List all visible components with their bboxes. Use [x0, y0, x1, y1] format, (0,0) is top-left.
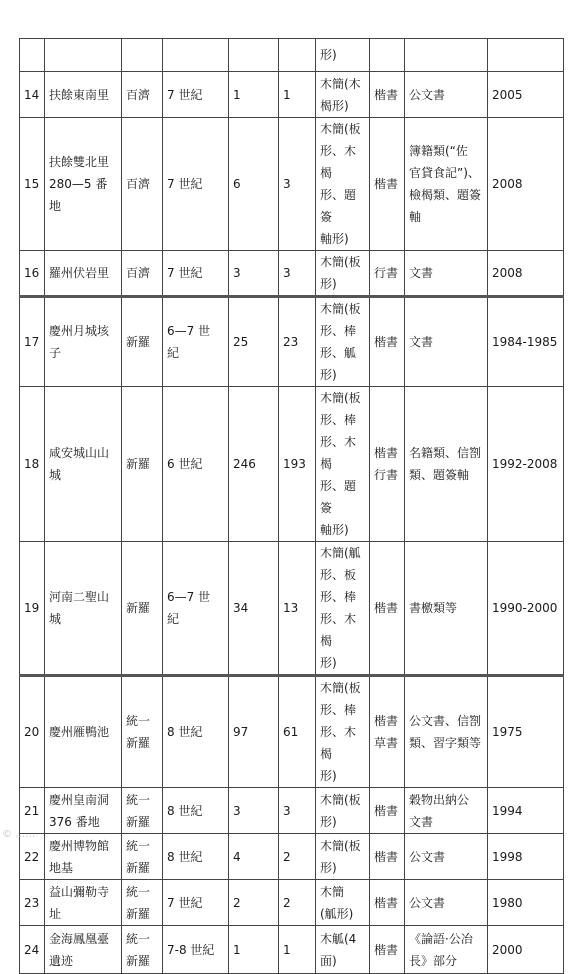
- slip-type-text: 木簡(板 形、棒 形、木楬 形): [320, 681, 361, 783]
- cell-state-name: [122, 387, 163, 542]
- cell-script-style: [370, 72, 405, 118]
- table-row: [20, 297, 564, 387]
- cell-count-inscribed: [279, 72, 316, 118]
- excavation-year-text: 1975: [492, 725, 523, 739]
- row-number-text: 23: [24, 895, 40, 910]
- cell-era: [163, 834, 229, 880]
- site-name-text: 扶餘雙北里 280—5 番地: [49, 155, 110, 213]
- cell-excavation-year: [488, 39, 564, 72]
- count-unearthed-text: 3: [233, 803, 241, 818]
- count-inscribed-text: 61: [283, 725, 299, 739]
- script-style-text: 楷書: [374, 942, 399, 957]
- cell-script-style: [370, 926, 405, 974]
- table-row: [20, 834, 564, 880]
- cell-count-unearthed: [229, 72, 279, 118]
- content-text: 穀物出納公 文書: [409, 792, 470, 829]
- cell-content: [405, 297, 488, 387]
- cell-row-number: [20, 788, 45, 834]
- script-style-text: 楷書: [374, 895, 399, 910]
- slip-type-text: 木簡(板 形): [320, 255, 361, 291]
- excavation-year-text: 2008: [492, 266, 523, 280]
- row-number-text: 22: [24, 849, 40, 864]
- row-number-text: 20: [24, 725, 40, 739]
- table-row: [20, 39, 564, 72]
- slip-type-text: 形): [320, 48, 337, 62]
- count-inscribed-text: 3: [283, 266, 291, 280]
- cell-count-inscribed: [279, 251, 316, 297]
- cell-era: [163, 676, 229, 788]
- state-name-text: 統一 新羅: [126, 931, 151, 968]
- count-inscribed-text: 1: [283, 942, 291, 957]
- excavation-year-text: 1990-2000: [492, 601, 558, 615]
- cell-state-name: [122, 118, 163, 251]
- cell-site-name: [45, 926, 122, 974]
- cell-count-inscribed: [279, 297, 316, 387]
- state-name-text: 百濟: [126, 87, 151, 102]
- site-name-text: 慶州雁鴨池: [49, 725, 110, 739]
- script-style-text: 楷書 草書: [374, 714, 399, 750]
- cell-excavation-year: [488, 926, 564, 974]
- cell-state-name: [122, 297, 163, 387]
- cell-slip-type: [316, 72, 370, 118]
- count-unearthed-text: 246: [233, 457, 256, 471]
- excavation-year-text: 1992-2008: [492, 457, 558, 471]
- cell-content: [405, 880, 488, 926]
- cell-excavation-year: [488, 676, 564, 788]
- watermark: © ……: [2, 829, 36, 840]
- script-style-text: 行書: [374, 266, 399, 280]
- cell-era: [163, 387, 229, 542]
- cell-script-style: [370, 387, 405, 542]
- cell-count-inscribed: [279, 387, 316, 542]
- cell-count-unearthed: [229, 542, 279, 676]
- cell-count-unearthed: [229, 39, 279, 72]
- cell-count-inscribed: [279, 880, 316, 926]
- script-style-text: 楷書: [374, 335, 399, 349]
- count-unearthed-text: 1: [233, 942, 241, 957]
- cell-era: [163, 118, 229, 251]
- cell-content: [405, 387, 488, 542]
- cell-site-name: [45, 834, 122, 880]
- state-name-text: 百濟: [126, 266, 151, 280]
- state-name-text: 新羅: [126, 335, 151, 349]
- cell-script-style: [370, 251, 405, 297]
- cell-row-number: [20, 880, 45, 926]
- era-text: 7 世紀: [167, 895, 203, 910]
- cell-count-unearthed: [229, 297, 279, 387]
- slip-type-text: 木簡(板 形、木楬 形、題簽 軸形): [320, 122, 361, 246]
- cell-state-name: [122, 834, 163, 880]
- slip-type-text: 木簡(板 形、棒 形、觚 形): [320, 302, 361, 382]
- cell-slip-type: [316, 788, 370, 834]
- cell-row-number: [20, 118, 45, 251]
- cell-excavation-year: [488, 251, 564, 297]
- cell-content: [405, 834, 488, 880]
- count-inscribed-text: 13: [283, 601, 299, 615]
- cell-count-unearthed: [229, 251, 279, 297]
- script-style-text: 楷書 行書: [374, 446, 399, 482]
- cell-state-name: [122, 788, 163, 834]
- cell-excavation-year: [488, 387, 564, 542]
- cell-script-style: [370, 880, 405, 926]
- cell-era: [163, 297, 229, 387]
- slip-type-text: 木簡(觚 形、板 形、棒 形、木楬 形): [320, 546, 361, 670]
- cell-content: [405, 926, 488, 974]
- site-name-text: 金海鳳凰臺 遺迹: [49, 931, 110, 968]
- cell-count-inscribed: [279, 676, 316, 788]
- content-text: 公文書、信劄 類、習字類等: [409, 714, 482, 750]
- cell-row-number: [20, 387, 45, 542]
- cell-slip-type: [316, 387, 370, 542]
- cell-site-name: [45, 118, 122, 251]
- state-name-text: 統一 新羅: [126, 884, 151, 921]
- cell-excavation-year: [488, 834, 564, 880]
- cell-content: [405, 118, 488, 251]
- table-row: [20, 251, 564, 297]
- count-inscribed-text: 193: [283, 457, 306, 471]
- cell-count-inscribed: [279, 118, 316, 251]
- era-text: 6—7 世 紀: [167, 590, 211, 626]
- table-row: [20, 676, 564, 788]
- row-number-text: 21: [24, 803, 40, 818]
- cell-count-unearthed: [229, 880, 279, 926]
- cell-script-style: [370, 39, 405, 72]
- count-unearthed-text: 25: [233, 335, 249, 349]
- count-inscribed-text: 3: [283, 177, 291, 191]
- cell-site-name: [45, 880, 122, 926]
- cell-site-name: [45, 387, 122, 542]
- era-text: 7-8 世紀: [167, 942, 215, 957]
- excavation-year-text: 1984-1985: [492, 335, 558, 349]
- cell-era: [163, 880, 229, 926]
- table-row: [20, 542, 564, 676]
- script-style-text: 楷書: [374, 601, 399, 615]
- slip-type-text: 木觚(4 面): [320, 931, 357, 968]
- cell-count-unearthed: [229, 676, 279, 788]
- site-name-text: 慶州皇南洞 376 番地: [49, 792, 110, 829]
- content-text: 書檄類等: [409, 601, 458, 615]
- slip-type-text: 木簡 (觚形): [320, 884, 354, 921]
- row-number-text: 15: [24, 177, 40, 191]
- cell-era: [163, 926, 229, 974]
- count-unearthed-text: 2: [233, 895, 241, 910]
- cell-content: [405, 788, 488, 834]
- count-inscribed-text: 2: [283, 895, 291, 910]
- slip-type-text: 木簡(板 形、棒 形、木楬 形、題簽 軸形): [320, 391, 361, 537]
- script-style-text: 楷書: [374, 87, 399, 102]
- content-text: 公文書: [409, 87, 446, 102]
- script-style-text: 楷書: [374, 177, 399, 191]
- cell-slip-type: [316, 880, 370, 926]
- excavation-year-text: 2008: [492, 177, 523, 191]
- excavation-year-text: 1980: [492, 895, 523, 910]
- row-number-text: 19: [24, 601, 40, 615]
- content-text: 公文書: [409, 895, 446, 910]
- cell-excavation-year: [488, 72, 564, 118]
- cell-excavation-year: [488, 118, 564, 251]
- cell-count-inscribed: [279, 926, 316, 974]
- content-text: 文書: [409, 266, 434, 280]
- count-inscribed-text: 1: [283, 87, 291, 102]
- count-unearthed-text: 34: [233, 601, 249, 615]
- site-name-text: 扶餘東南里: [49, 87, 110, 102]
- state-name-text: 新羅: [126, 601, 151, 615]
- cell-slip-type: [316, 834, 370, 880]
- cell-slip-type: [316, 297, 370, 387]
- state-name-text: 統一 新羅: [126, 714, 151, 750]
- count-inscribed-text: 3: [283, 803, 291, 818]
- count-unearthed-text: 97: [233, 725, 249, 739]
- excavation-year-text: 1994: [492, 803, 523, 818]
- state-name-text: 百濟: [126, 177, 151, 191]
- row-number-text: 17: [24, 335, 40, 349]
- wooden-slips-table: [19, 38, 564, 974]
- cell-excavation-year: [488, 880, 564, 926]
- cell-slip-type: [316, 542, 370, 676]
- cell-site-name: [45, 72, 122, 118]
- cell-era: [163, 39, 229, 72]
- era-text: 8 世紀: [167, 725, 203, 739]
- cell-content: [405, 39, 488, 72]
- cell-count-unearthed: [229, 834, 279, 880]
- excavation-year-text: 2005: [492, 87, 523, 102]
- cell-state-name: [122, 251, 163, 297]
- cell-site-name: [45, 788, 122, 834]
- table-row: [20, 788, 564, 834]
- cell-content: [405, 542, 488, 676]
- cell-count-inscribed: [279, 788, 316, 834]
- cell-site-name: [45, 39, 122, 72]
- cell-state-name: [122, 72, 163, 118]
- cell-content: [405, 251, 488, 297]
- site-name-text: 河南二聖山 城: [49, 590, 110, 626]
- table-row: [20, 118, 564, 251]
- cell-count-unearthed: [229, 118, 279, 251]
- row-number-text: 16: [24, 266, 40, 280]
- cell-row-number: [20, 297, 45, 387]
- slip-type-text: 木簡(木 楬形): [320, 76, 361, 113]
- cell-content: [405, 72, 488, 118]
- cell-count-unearthed: [229, 387, 279, 542]
- cell-row-number: [20, 542, 45, 676]
- table-row: [20, 880, 564, 926]
- site-name-text: 慶州博物館 地基: [49, 838, 110, 875]
- content-text: 文書: [409, 335, 434, 349]
- content-text: 名籍類、信劄 類、題簽軸: [409, 446, 482, 482]
- state-name-text: 新羅: [126, 457, 151, 471]
- cell-site-name: [45, 676, 122, 788]
- era-text: 8 世紀: [167, 849, 203, 864]
- cell-count-inscribed: [279, 542, 316, 676]
- site-name-text: 慶州月城垓 子: [49, 324, 110, 360]
- cell-script-style: [370, 542, 405, 676]
- cell-count-unearthed: [229, 788, 279, 834]
- cell-excavation-year: [488, 788, 564, 834]
- slip-type-text: 木簡(板形): [320, 838, 361, 875]
- era-text: 7 世紀: [167, 87, 203, 102]
- excavation-year-text: 2000: [492, 942, 523, 957]
- cell-era: [163, 542, 229, 676]
- cell-state-name: [122, 39, 163, 72]
- site-name-text: 咸安城山山 城: [49, 446, 110, 482]
- cell-site-name: [45, 297, 122, 387]
- era-text: 6—7 世 紀: [167, 324, 211, 360]
- cell-slip-type: [316, 676, 370, 788]
- count-unearthed-text: 1: [233, 87, 241, 102]
- cell-site-name: [45, 542, 122, 676]
- cell-excavation-year: [488, 542, 564, 676]
- state-name-text: 統一 新羅: [126, 792, 151, 829]
- cell-script-style: [370, 118, 405, 251]
- cell-row-number: [20, 39, 45, 72]
- cell-content: [405, 676, 488, 788]
- cell-state-name: [122, 676, 163, 788]
- cell-slip-type: [316, 118, 370, 251]
- cell-state-name: [122, 926, 163, 974]
- site-name-text: 益山彌勒寺 址: [49, 884, 110, 921]
- content-text: 公文書: [409, 849, 446, 864]
- site-name-text: 羅州伏岩里: [49, 266, 110, 280]
- cell-script-style: [370, 788, 405, 834]
- count-inscribed-text: 23: [283, 335, 299, 349]
- cell-count-inscribed: [279, 39, 316, 72]
- cell-state-name: [122, 880, 163, 926]
- row-number-text: 24: [24, 942, 40, 957]
- cell-row-number: [20, 72, 45, 118]
- script-style-text: 楷書: [374, 803, 399, 818]
- table-row: [20, 926, 564, 974]
- count-unearthed-text: 6: [233, 177, 241, 191]
- cell-site-name: [45, 251, 122, 297]
- table-row: [20, 72, 564, 118]
- count-inscribed-text: 2: [283, 849, 291, 864]
- content-text: 簿籍類(“佐 官貸食記”)、 檢楬類、題簽 軸: [409, 144, 482, 224]
- cell-count-unearthed: [229, 926, 279, 974]
- cell-state-name: [122, 542, 163, 676]
- era-text: 8 世紀: [167, 803, 203, 818]
- count-unearthed-text: 4: [233, 849, 241, 864]
- cell-era: [163, 251, 229, 297]
- cell-excavation-year: [488, 297, 564, 387]
- era-text: 7 世紀: [167, 266, 203, 280]
- cell-slip-type: [316, 926, 370, 974]
- row-number-text: 18: [24, 457, 40, 471]
- count-unearthed-text: 3: [233, 266, 241, 280]
- cell-slip-type: [316, 39, 370, 72]
- state-name-text: 統一 新羅: [126, 838, 151, 875]
- slip-type-text: 木簡(板 形): [320, 792, 361, 829]
- cell-row-number: [20, 926, 45, 974]
- table-row: [20, 387, 564, 542]
- era-text: 6 世紀: [167, 457, 203, 471]
- cell-era: [163, 788, 229, 834]
- cell-row-number: [20, 834, 45, 880]
- row-number-text: 14: [24, 87, 40, 102]
- cell-script-style: [370, 834, 405, 880]
- cell-row-number: [20, 676, 45, 788]
- cell-count-inscribed: [279, 834, 316, 880]
- cell-slip-type: [316, 251, 370, 297]
- excavation-year-text: 1998: [492, 849, 523, 864]
- script-style-text: 楷書: [374, 849, 399, 864]
- cell-row-number: [20, 251, 45, 297]
- cell-script-style: [370, 676, 405, 788]
- content-text: 《論語·公冶 長》部分: [409, 931, 473, 968]
- era-text: 7 世紀: [167, 177, 203, 191]
- cell-script-style: [370, 297, 405, 387]
- cell-era: [163, 72, 229, 118]
